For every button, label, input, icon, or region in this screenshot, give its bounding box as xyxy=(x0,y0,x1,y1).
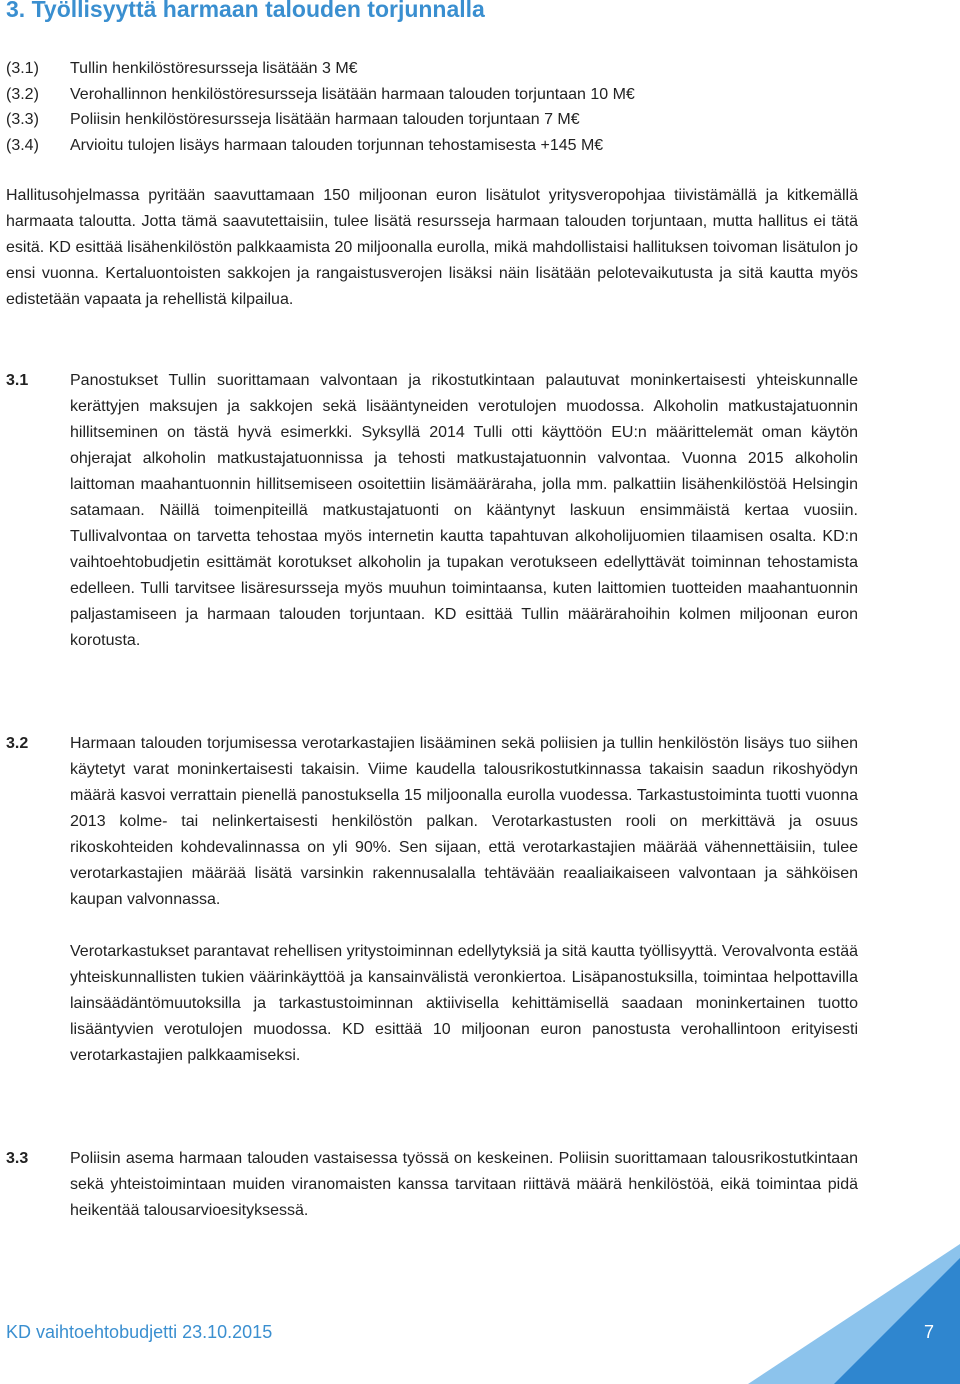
section-paragraph: Harmaan talouden torjumisessa verotarkastajien lisääminen sekä poliisien ja tullin henkilöstön lisäys tuo siihen käytetyt varat moninkertaisesti takaisin. Viime kaudella talousrikostutkinnassa takaisin saadun rikoshyödyn määrä kasvoi verrattain pienellä panostuksella 15 miljoonalla eurolla vuodessa. Tarkastustoiminta tuotti vuonna 2013 kolme- tai nelinkertaisesti henkilöstön palkan. Verotarkastusten rooli on merkittävä ja osuus rikoskohteiden kohdevalinnassa on yli 90%. Sen sijaan, että verotarkastajien määrää vähennettäisiin, tulee verotarkastajien määrää lisätä varsinkin rakennusalalla tehtävään reaaliaikaiseen valvontaan ja sähköisen kaupan valvonnassa. xyxy=(70,735,858,908)
footer-label: KD vaihtoehtobudjetti 23.10.2015 xyxy=(6,1322,273,1342)
summary-list xyxy=(6,56,635,158)
list-item xyxy=(6,133,635,159)
section-body xyxy=(70,1146,858,1224)
list-item-text: Arvioitu tulojen lisäys harmaan talouden torjunnan tehostamisesta +145 M€ xyxy=(70,136,604,154)
section-paragraph: Poliisin asema harmaan talouden vastaisessa työssä on keskeinen. Poliisin suorittamaan talousrikostutkintaan sekä yhteistoimintaan muiden viranomaisten kanssa tarvitaan riittävä määrä henkilöstöä, eikä toimintaa pidä heikentää talousarvioesityksessä. xyxy=(70,1150,858,1219)
section-3-1 xyxy=(6,368,858,654)
list-item-number: (3.3) xyxy=(6,111,39,128)
list-item-text: Tullin henkilöstöresursseja lisätään 3 M€ xyxy=(70,60,358,77)
page-number: 7 xyxy=(923,1322,934,1342)
section-heading: 3. Työllisyyttä harmaan talouden torjunnalla xyxy=(6,0,485,22)
intro-paragraph: Hallitusohjelmassa pyritään saavuttamaan 150 miljoonan euron lisätulot yritysveropohjaa tiivistämällä ja kitkemällä harmaata taloutta. Jotta tämä saavutettaisiin, tulee lisätä resursseja harmaan talouden torjuntaan, mutta hallitus ei tätä esitä. KD esittää lisähenkilöstön palkkaamista 20 miljoonalla eurolla, mikä mahdollistaisi hallituksen toivoman lisätulon jo ensi vuonna. Kertaluontoisten sakkojen ja rangaistusverojen lisäksi näin lisätään pelotevaikutusta ja sitä kautta myös edistetään vapaata ja rehellistä kilpailua. xyxy=(6,187,858,308)
section-body xyxy=(70,368,858,654)
corner-decoration xyxy=(748,1244,960,1384)
section-3-2 xyxy=(6,731,858,1069)
list-item-text: Poliisin henkilöstöresursseja lisätään harmaan talouden torjuntaan 7 M€ xyxy=(70,111,580,128)
list-item-number: (3.1) xyxy=(6,60,39,77)
section-paragraph: Verotarkastukset parantavat rehellisen yritystoiminnan edellytyksiä ja sitä kautta työllisyyttä. Verovalvonta estää yhteiskunnallisten tukien väärinkäyttöä ja kansainvälistä veronkiertoa. Lisäpanostuksilla, toimintaa helpottavilla lainsäädäntömuutoksilla ja tarkastustoiminnan aktiivisella kehittämisellä saadaan moninkertainen tuotto lisääntyvien verotulojen muodossa. KD esittää 10 miljoonan euron panostusta verohallintoon erityisesti verotarkastajien palkkaamiseksi. xyxy=(70,943,858,1064)
section-number: 3.3 xyxy=(6,1150,29,1167)
list-item xyxy=(6,107,635,133)
list-item-number: (3.2) xyxy=(6,85,39,103)
list-item-number: (3.4) xyxy=(6,136,39,154)
section-number: 3.2 xyxy=(6,735,29,752)
section-body xyxy=(70,731,858,1069)
section-number: 3.1 xyxy=(6,372,29,389)
list-item xyxy=(6,82,635,108)
list-item xyxy=(6,56,635,82)
section-paragraph: Panostukset Tullin suorittamaan valvontaan ja rikostutkintaan palautuvat moninkertaisesti yhteiskunnalle kerättyjen maksujen ja sakkojen sekä lisääntyneiden verotulojen muodossa. Alkoholin matkustajatuonnin hillitseminen on tästä hyvä esimerkki. Syksyllä 2014 Tulli otti käyttöön EU:n määrittelemät oman käytön ohjerajat alkoholin matkustajatuonnissa ja tehosti matkustajatuonnin valvontaa. Vuonna 2015 alkoholin laittoman maahantuonnin hillitsemiseen osoitettiin lisämääräraha, jolla mm. palkattiin lisähenkilöstöä Helsingin satamaan. Näillä toimenpiteillä matkustajatuonti on kääntynyt laskuun ensimmäistä kertaa vuosiin. Tullivalvontaa on tarvetta tehostaa myös internetin kautta tapahtuvan alkoholijuomien tilaamisen osalta. KD:n vaihtoehtobudjetin esittämät korotukset alkoholin ja tupakan verotukseen edellyttävät toiminnan tehostamista edelleen. Tulli tarvitsee lisäresursseja myös muuhun toimintaansa, kuten laittomien tuotteiden maahantuonnin paljastamiseen ja harmaan talouden torjuntaan. KD esittää Tullin määrärahoihin kolmen miljoonan euron korotusta. xyxy=(70,372,858,649)
list-item-text: Verohallinnon henkilöstöresursseja lisätään harmaan talouden torjuntaan 10 M€ xyxy=(70,85,635,103)
section-3-3 xyxy=(6,1146,858,1224)
